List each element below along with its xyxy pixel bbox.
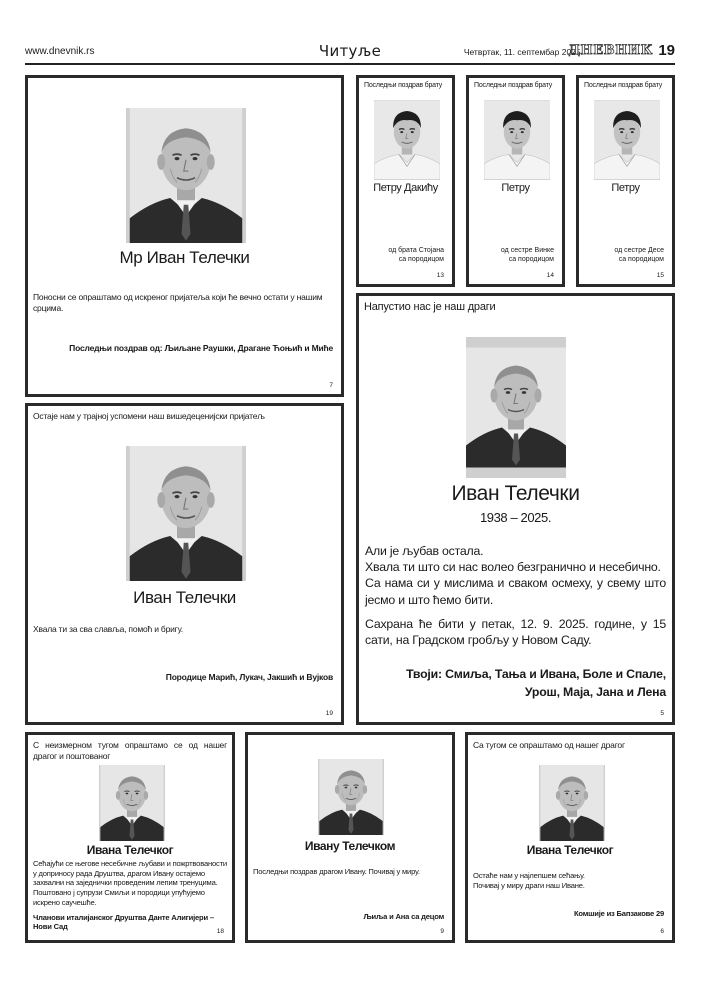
portrait-photo (374, 100, 440, 180)
elderly-man-portrait-icon (466, 337, 566, 478)
ad-signature: од сестре Десе са породицом (614, 247, 664, 264)
ad-signature: Твоји: Смиља, Тања и Ивана, Боле и Спале, Урош, Маја, Јана и Лена (406, 667, 666, 699)
ad-intro: Напустио нас је наш драги (364, 301, 496, 313)
ad-signature: Љиља и Ана са децом (363, 912, 444, 921)
portrait-photo (484, 100, 550, 180)
ad-signature: Комшије из Бапзакове 29 (573, 909, 664, 918)
obituary-ad-19 (25, 403, 344, 725)
ad-signature: Чланови италијанског Друштва Данте Алигијери – Нови Сад (33, 913, 214, 931)
ad-text: Остаће нам у најлепшем сећању. Почивај у миру драги наш Иване. (473, 871, 585, 891)
deceased-name: Петру Дакићу (373, 182, 438, 194)
ad-intro: Са тугом се опраштамо од нашег драгог (473, 740, 625, 750)
obituary-ad-6 (465, 732, 675, 943)
ad-intro: С неизмерном тугом опраштамо се од нашег драгог и поштованог (33, 740, 227, 761)
portrait-photo (99, 765, 165, 841)
ad-number: 14 (546, 272, 554, 279)
header-rule (25, 63, 675, 65)
deceased-name: Иван Телечки (451, 482, 580, 505)
ad-text: Последњи поздрав драгом Ивану. Почивај у миру. (253, 867, 420, 876)
ad-number: 5 (660, 710, 664, 717)
ad-text: Поносни се опраштамо од искреног пријатеља који ће вечно остати у нашим срцима. (33, 292, 323, 314)
obituary-ad-5 (356, 293, 675, 725)
obituary-ad-13 (356, 75, 455, 287)
ad-signature: од сестре Винке са породицом (500, 247, 554, 264)
young-man-portrait-icon (374, 100, 440, 180)
ad-intro: Остаје нам у трајној успомени наш вишедеценијски пријатељ (33, 411, 265, 421)
portrait-photo (594, 100, 660, 180)
issue-date: Четвртак, 11. септембар 2025. (463, 47, 583, 57)
ad-number: 13 (436, 272, 444, 279)
deceased-name: Петру (611, 182, 640, 194)
deceased-name: Ивану Телечком (304, 839, 396, 853)
ad-text: Али је љубав остала. Хвала ти што си нас волео безгранично и несебично. Са нама си у мислима и сваком осмеху, у свему што јесмо и што ћемо бити. Сахрана ће бити у петак, 12. 9. 2025. године, у 15 сати, на Градском гробљу у Новом Саду. (365, 544, 666, 648)
deceased-name: Петру (501, 182, 530, 194)
obituary-ad-9 (245, 732, 455, 943)
deceased-name: Ивана Телечког (86, 843, 174, 857)
ad-signature: од брата Стојана са породицом (388, 247, 444, 264)
section-title: Читуље (318, 42, 382, 60)
elderly-man-portrait-icon (126, 446, 246, 581)
page-number: 19 (658, 42, 675, 59)
portrait-photo (126, 446, 246, 581)
ad-number: 18 (216, 928, 224, 935)
elderly-man-portrait-icon (539, 765, 605, 841)
ad-intro: Последњи поздрав брату (364, 82, 443, 89)
elderly-man-portrait-icon (99, 765, 165, 841)
portrait-photo (466, 337, 566, 478)
young-man-portrait-icon (484, 100, 550, 180)
ad-number: 6 (660, 928, 664, 935)
newspaper-logo: ДНЕВНИК (568, 43, 653, 58)
page-header (25, 40, 675, 64)
obituary-ad-18 (25, 732, 235, 943)
ad-signature: Породице Марић, Лукач, Јакшић и Вујков (165, 672, 333, 682)
site-url[interactable]: www.dnevnik.rs (25, 46, 95, 57)
ad-number: 7 (329, 382, 333, 389)
portrait-photo (126, 108, 246, 243)
ad-text: Сећајући се његове несебичне љубави и пожртвованости у доприносу рада Друштва, драгом Ивану остајемо захвални на заједнички проведеним лепим тренуцима. Поштовано ј супрузи Смиљи и породици упућујемо искрено саучешће. (33, 859, 227, 907)
ad-intro: Последњи поздрав брату (474, 82, 553, 89)
obituary-ad-7 (25, 75, 344, 397)
deceased-name: Мр Иван Телечки (119, 248, 250, 267)
ad-signature: Последњи поздрав од: Љиљане Раушки, Драгане Ћоњић и Миће (69, 343, 333, 353)
obituary-ad-15 (576, 75, 675, 287)
ad-number: 19 (325, 710, 333, 717)
deceased-name: Ивана Телечког (526, 843, 614, 857)
ad-number: 9 (440, 928, 444, 935)
elderly-man-portrait-icon (126, 108, 246, 243)
young-man-portrait-icon (594, 100, 660, 180)
ad-number: 15 (656, 272, 664, 279)
ad-intro: Последњи поздрав брату (584, 82, 663, 89)
portrait-photo (318, 759, 384, 835)
elderly-man-portrait-icon (318, 759, 384, 835)
life-years: 1938 – 2025. (479, 510, 552, 525)
deceased-name: Иван Телечки (133, 588, 236, 607)
portrait-photo (539, 765, 605, 841)
obituary-ad-14 (466, 75, 565, 287)
ad-text: Хвала ти за сва славља, помоћ и бригу. (33, 624, 183, 634)
